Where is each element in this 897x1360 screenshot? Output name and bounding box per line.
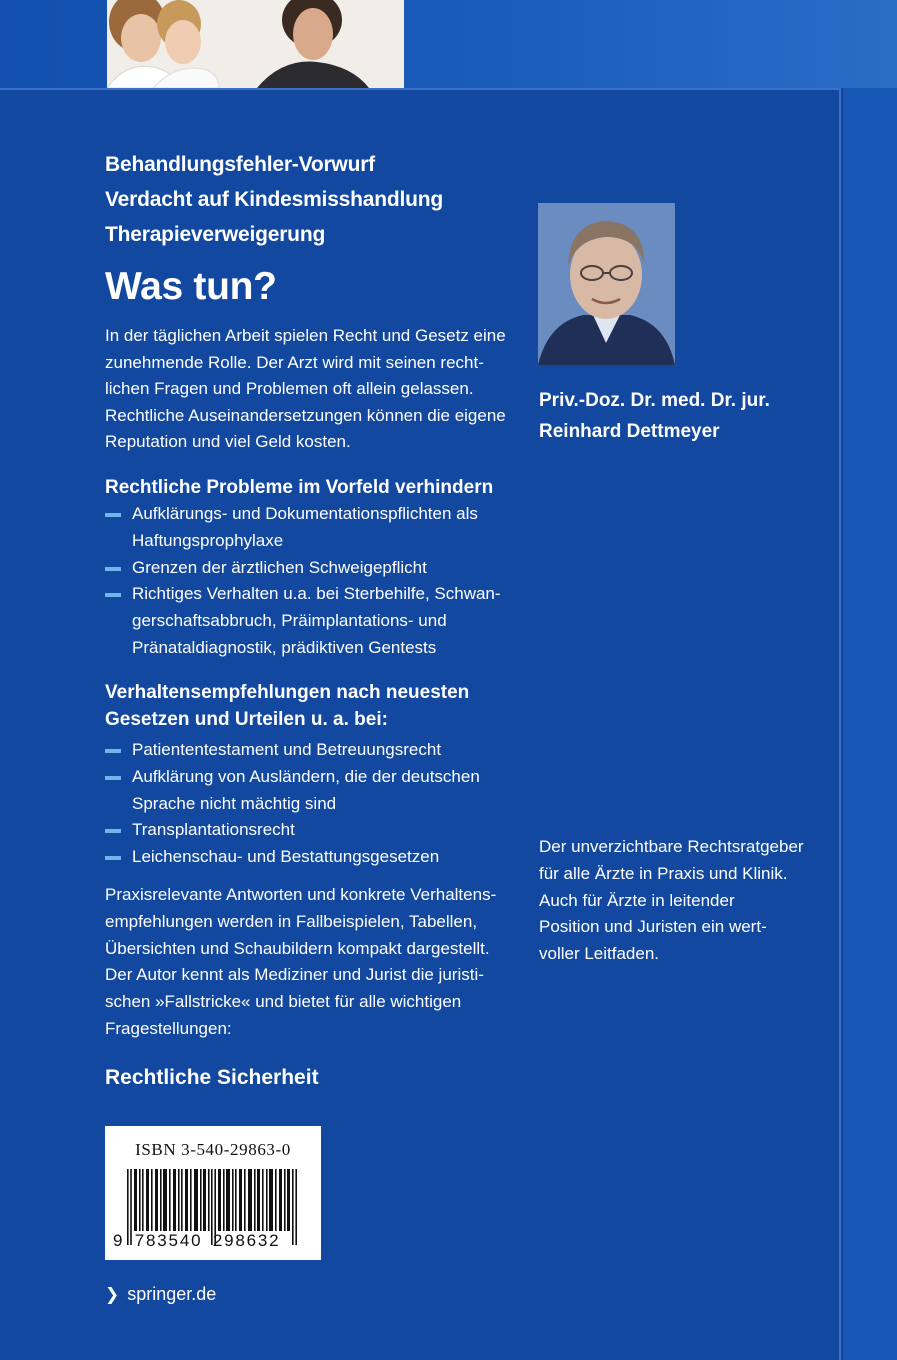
blurb-line: Position und Juristen ein wert-	[539, 917, 767, 937]
closing-line: empfehlungen werden in Fallbeispielen, Tabellen,	[105, 911, 478, 931]
section1-heading-text: Rechtliche Probleme im Vorfeld verhindern	[105, 477, 494, 498]
bullet-dash-icon	[105, 749, 121, 753]
publisher-link[interactable]	[105, 1281, 216, 1308]
section2-heading-line: Gesetzen und Urteilen u. a. bei:	[105, 709, 388, 730]
ean-digits	[113, 1231, 313, 1251]
author-portrait-illustration	[538, 203, 675, 365]
closing-line: Übersichten und Schaubildern kompakt dargestellt.	[105, 938, 490, 958]
intro-paragraph	[105, 323, 525, 456]
list-item-line: Grenzen der ärztlichen Schweigepflicht	[132, 557, 427, 577]
section2-heading-line: Verhaltensempfehlungen nach neuesten	[105, 682, 470, 703]
closing-line: Fragestellungen:	[105, 1018, 232, 1038]
intro-line: Rechtliche Auseinandersetzungen können die eigene	[105, 405, 506, 425]
list-item	[105, 501, 535, 555]
list-item	[105, 555, 535, 582]
list-item	[105, 581, 535, 661]
ean-first-digit: 9	[113, 1231, 125, 1250]
list-item-line: Pränataldiagnostik, prädiktiven Gentests	[132, 637, 437, 657]
bullet-dash-icon	[105, 567, 121, 571]
ean-group-1: 783540	[134, 1231, 203, 1250]
closing-line: Praxisrelevante Antworten und konkrete Verhaltens-	[105, 885, 497, 904]
blurb-line: voller Leitfaden.	[539, 944, 660, 964]
cover-photo-doctors	[107, 0, 404, 88]
topic-heading-2: Verdacht auf Kindesmisshandlung	[105, 188, 444, 211]
list-item-line: gerschaftsabbruch, Präimplantations- und	[132, 611, 447, 631]
author-fullname: Reinhard Dettmeyer	[539, 421, 720, 442]
section2-list	[105, 737, 535, 871]
list-item-line: Aufklärungs- und Dokumentationspflichten als	[132, 504, 478, 523]
bullet-dash-icon	[105, 776, 121, 780]
closing-line: Der Autor kennt als Mediziner und Jurist die juristi-	[105, 965, 484, 985]
intro-line: zunehmende Rolle. Der Arzt wird mit seinen recht-	[105, 352, 484, 372]
chevron-right-icon: ❯	[105, 1285, 120, 1304]
sidebar-blurb	[539, 834, 819, 968]
topic-heading-1: Behandlungsfehler-Vorwurf	[105, 153, 375, 176]
emphasis-heading: Rechtliche Sicherheit	[105, 1066, 319, 1089]
publisher-url[interactable]: springer.de	[127, 1284, 217, 1304]
list-item	[105, 737, 535, 764]
list-item-line: Richtiges Verhalten u.a. bei Sterbehilfe, Schwan-	[132, 584, 501, 604]
cover-edge	[843, 88, 897, 1360]
isbn-number: ISBN 3-540-29863-0	[135, 1140, 291, 1159]
section1-list	[105, 501, 535, 662]
list-item	[105, 844, 535, 871]
list-item-line: Aufklärung von Ausländern, die der deutschen	[132, 766, 480, 786]
list-item-line: Transplantationsrecht	[132, 820, 295, 840]
intro-line: lichen Fragen und Problemen oft allein gelassen.	[105, 379, 474, 399]
blurb-line: Auch für Ärzte in leitender	[539, 890, 735, 910]
blurb-line: für alle Ärzte in Praxis und Klinik.	[539, 863, 788, 883]
bullet-dash-icon	[105, 829, 121, 833]
ean-group-2: 298632	[212, 1231, 281, 1250]
list-item-line: Haftungsprophylaxe	[132, 530, 284, 550]
closing-line: schen »Fallstricke« und bietet für alle wichtigen	[105, 992, 462, 1012]
main-question: Was tun?	[105, 265, 277, 308]
closing-paragraph	[105, 882, 525, 1043]
intro-line: In der täglichen Arbeit spielen Recht und Gesetz eine	[105, 326, 506, 345]
author-title: Priv.-Doz. Dr. med. Dr. jur.	[539, 390, 770, 411]
list-item	[105, 817, 535, 844]
list-item-line: Leichenschau- und Bestattungsgesetzen	[132, 847, 440, 867]
section1-heading	[105, 474, 493, 501]
intro-line: Reputation und viel Geld kosten.	[105, 432, 351, 452]
section2-heading	[105, 679, 469, 733]
blurb-line: Der unverzichtbare Rechtsratgeber	[539, 837, 804, 856]
bullet-dash-icon	[105, 856, 121, 860]
author-photo	[538, 203, 675, 365]
bullet-dash-icon	[105, 593, 121, 597]
list-item-line: Patiententestament und Betreuungsrecht	[132, 740, 442, 759]
list-item-line: Sprache nicht mächtig sind	[132, 793, 337, 813]
isbn-barcode	[105, 1126, 321, 1260]
list-item	[105, 764, 535, 818]
bullet-dash-icon	[105, 513, 121, 517]
topic-heading-3: Therapieverweigerung	[105, 223, 326, 246]
cover-photo-illustration	[107, 0, 404, 88]
author-name	[539, 385, 770, 447]
